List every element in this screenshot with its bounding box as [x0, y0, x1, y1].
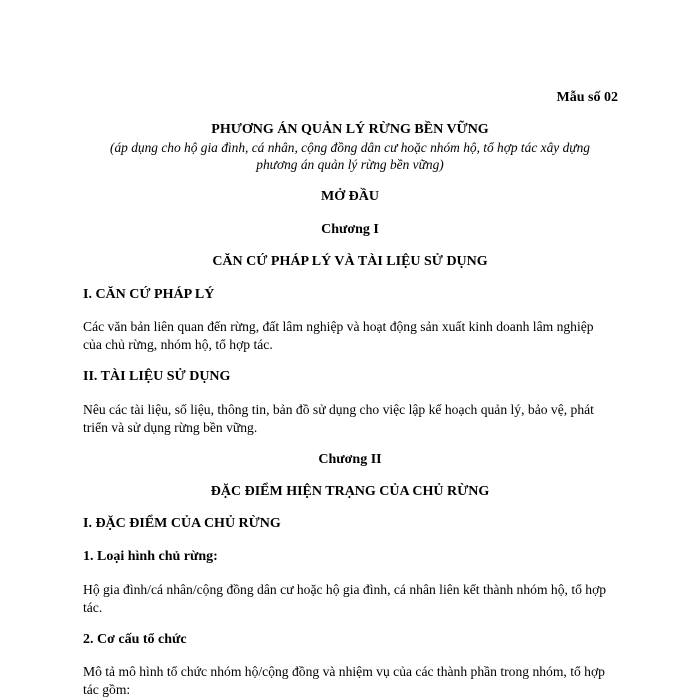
document-title: PHƯƠNG ÁN QUẢN LÝ RỪNG BỀN VỮNG: [211, 122, 489, 137]
paragraph-line: triển và sử dụng rừng bền vững.: [83, 420, 258, 435]
paragraph-line: tác.: [83, 600, 103, 615]
chapter-2-title: ĐẶC ĐIỂM HIỆN TRẠNG CỦA CHỦ RỪNG: [210, 484, 490, 499]
form-number: Mẫu số 02: [556, 90, 618, 105]
item-owner-type-paragraph: [83, 581, 623, 617]
section-forest-owner-heading: I. ĐẶC ĐIỂM CỦA CHỦ RỪNG: [83, 516, 281, 531]
paragraph-line: Hộ gia đình/cá nhân/cộng đồng dân cư hoặc hộ gia đình, cá nhân liên kết thành nhóm hộ, tổ hợp: [83, 582, 607, 597]
intro-heading: MỞ ĐẦU: [321, 189, 379, 204]
subtitle-line: (áp dụng cho hộ gia đình, cá nhân, cộng đồng dân cư hoặc nhóm hộ, tổ hợp tác xây dựng: [110, 140, 590, 155]
chapter-1-label: Chương I: [321, 222, 379, 237]
item-owner-type-heading: 1. Loại hình chủ rừng:: [83, 549, 218, 564]
section-legal-basis-heading: I. CĂN CỨ PHÁP LÝ: [83, 287, 215, 302]
paragraph-line: Nêu các tài liệu, số liệu, thông tin, bản đồ sử dụng cho việc lập kế hoạch quản lý, bảo vệ, phát: [83, 402, 594, 417]
item-org-structure-paragraph: [83, 663, 623, 699]
paragraph-line: tác gồm:: [83, 682, 131, 697]
section-legal-basis-paragraph: [83, 318, 623, 354]
section-documents-used-paragraph: [83, 401, 623, 437]
item-org-structure-heading: 2. Cơ cấu tổ chức: [83, 632, 187, 647]
document-subtitle: [0, 139, 700, 173]
subtitle-line: phương án quản lý rừng bền vững): [256, 157, 444, 172]
paragraph-line: của chủ rừng, nhóm hộ, tổ hợp tác.: [83, 337, 273, 352]
paragraph-line: Mô tả mô hình tổ chức nhóm hộ/cộng đồng và nhiệm vụ của các thành phần trong nhóm, tổ hợp: [83, 664, 605, 679]
chapter-1-title: CĂN CỨ PHÁP LÝ VÀ TÀI LIỆU SỬ DỤNG: [212, 254, 488, 269]
chapter-2-label: Chương II: [318, 452, 382, 467]
paragraph-line: Các văn bản liên quan đến rừng, đất lâm nghiệp và hoạt động sản xuất kinh doanh lâm nghiệp: [83, 319, 594, 334]
section-documents-used-heading: II. TÀI LIỆU SỬ DỤNG: [83, 369, 231, 384]
